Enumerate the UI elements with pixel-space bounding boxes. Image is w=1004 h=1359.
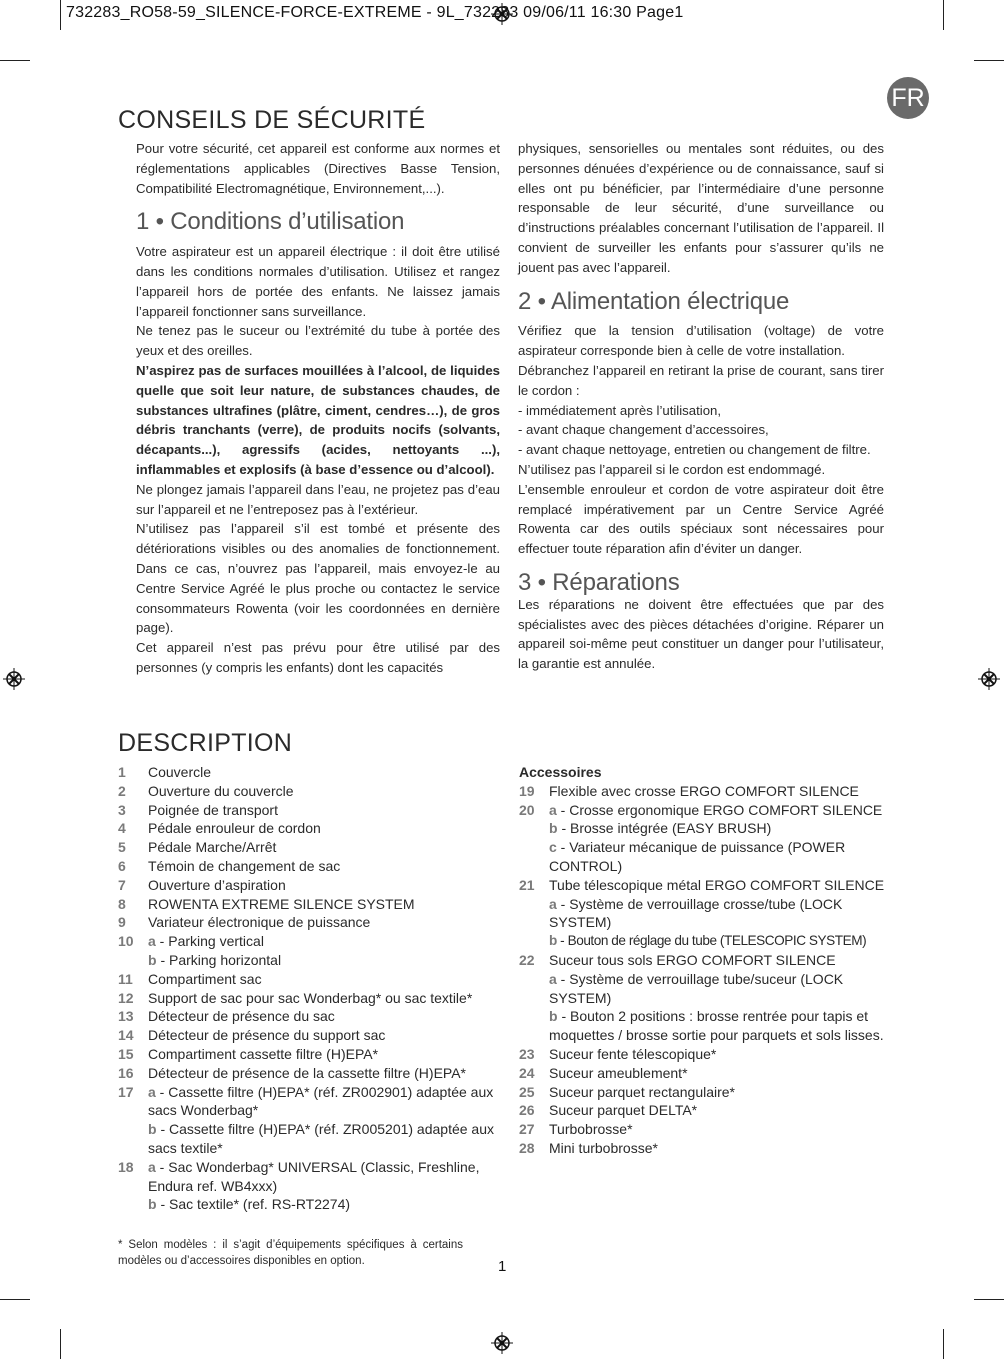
item-text: Suceur parquet DELTA* (549, 1102, 698, 1119)
item-text: Ouverture du couvercle (148, 782, 294, 799)
section-2-list-item: - avant chaque nettoyage, entretien ou changement de filtre. (518, 442, 871, 458)
footnote: * Selon modèles : il s’agit d’équipements spécifiques à certains modèles ou d’accessoires disponibles en option. (118, 1239, 463, 1267)
item-text-wrap (549, 838, 885, 876)
item-text: Pédale enrouleur de cordon (148, 820, 321, 837)
crop-mark (974, 1299, 1004, 1300)
list-item (118, 782, 500, 801)
section-1-paragraph-continued: physiques, sensorielles ou mentales sont réduites, ou des personnes dénuées d’expérience ou de connaissance, sauf si elles ont pu bénéficier, par l’intermédiaire d’une personne responsable de leur sécurité, d’une surveillance ou d’instructions préalables concernant l’utilisation de l’appareil. Il convient de surveiller les enfants pour s’assurer qu’ils ne jouent pas avec l’appareil. (518, 141, 884, 275)
item-number: 1 (118, 764, 126, 780)
section-1-paragraph: Ne plongez jamais l’appareil dans l’eau, ne projetez pas d’eau sur l’appareil et ne l’entreposez pas à l’extérieur. (136, 481, 500, 517)
item-number: 23 (519, 1045, 535, 1062)
item-text-wrap (148, 1026, 500, 1045)
item-text-wrap (549, 1045, 885, 1064)
item-number: 3 (118, 801, 126, 818)
item-text: - Crosse ergonomique ERGO COMFORT SILENCE (556, 801, 883, 818)
item-text: Poignée de transport (148, 801, 278, 818)
list-item (118, 801, 500, 820)
list-item (519, 801, 885, 820)
item-number: 26 (519, 1102, 535, 1119)
item-number (519, 970, 549, 1008)
item-number: 2 (118, 782, 126, 799)
item-number (118, 951, 148, 970)
item-text: - Sac textile* (ref. RS-RT2274) (156, 1196, 351, 1213)
item-number (519, 819, 549, 838)
item-text-wrap (148, 970, 500, 989)
item-text: - Cassette filtre (H)EPA* (réf. ZR002901) adaptée aux sacs Wonderbag* (148, 1083, 494, 1119)
list-item (118, 1007, 500, 1026)
crop-mark (943, 1329, 944, 1359)
list-item (118, 876, 500, 895)
list-item (519, 838, 885, 876)
crop-mark (943, 0, 944, 30)
item-text-wrap (148, 895, 500, 914)
item-text: Suceur fente télescopique* (549, 1045, 717, 1062)
section-1-paragraph: Votre aspirateur est un appareil électrique : il doit être utilisé dans les conditions normales d’utilisation. Utilisez et rangez l’appareil hors de portée des enfants. Ne laissez jamais l’appareil fonctionner sans surveillance. (136, 244, 500, 319)
item-text-wrap (148, 819, 500, 838)
item-number: 17 (118, 1083, 134, 1100)
list-item (519, 1101, 885, 1120)
list-item (519, 819, 885, 838)
item-text: Support de sac pour sac Wonderbag* ou sac textile* (148, 989, 473, 1006)
list-item (118, 1026, 500, 1045)
item-text: - Brosse intégrée (EASY BRUSH) (557, 820, 772, 837)
list-item (118, 1120, 500, 1158)
section-1-title: 1 • Conditions d’utilisation (136, 208, 405, 236)
item-text-wrap (148, 1158, 500, 1196)
item-text-wrap (148, 838, 500, 857)
item-text-wrap (549, 801, 885, 820)
item-text-wrap (148, 801, 500, 820)
list-item (118, 951, 500, 970)
sub-item-letter: a (549, 970, 557, 987)
list-item (519, 895, 885, 933)
item-text: Couvercle (148, 764, 212, 780)
sub-item-letter: b (148, 1121, 157, 1138)
item-number: 27 (519, 1121, 535, 1138)
item-text: Flexible avec crosse ERGO COMFORT SILENCE (549, 782, 859, 799)
list-item (118, 857, 500, 876)
sub-item-letter: a (148, 1158, 156, 1175)
section-2-list-item: - avant chaque changement d’accessoires, (518, 422, 769, 438)
section-1-paragraph: Ne tenez pas le suceur ou l’extrémité du tube à portée des yeux et des oreilles. (136, 323, 500, 359)
item-text: Turbobrosse* (549, 1121, 633, 1138)
list-item (519, 1045, 885, 1064)
item-text: Suceur parquet rectangulaire* (549, 1083, 736, 1100)
section-2-paragraph: Débranchez l’appareil en retirant la prise de courant, sans tirer le cordon : (518, 362, 884, 398)
list-item (118, 1083, 500, 1121)
list-item (519, 951, 885, 970)
item-text-wrap (549, 951, 885, 970)
item-text-wrap (549, 1064, 885, 1083)
safety-intro: Pour votre sécurité, cet appareil est conforme aux normes et réglementations applicables (Directives Basse Tension, Compatibilité Electromagnétique, Environnement,...). (136, 141, 500, 196)
accessories-list (519, 782, 885, 1158)
section-2-list-item: - immédiatement après l’utilisation, (518, 402, 722, 418)
item-text-wrap (148, 782, 500, 801)
registration-mark-icon (978, 668, 1000, 690)
crop-mark (0, 60, 30, 61)
sub-item-letter: b (549, 1008, 558, 1025)
sub-item-letter: c (549, 839, 557, 856)
item-text-wrap (148, 932, 500, 951)
section-1-paragraph: N’utilisez pas l’appareil s’il est tombé et présente des détériorations visibles ou des anomalies de fonctionnement. Dans ce cas, n’ouvrez pas l’appareil, mais envoyez-le au Centre Service Agréé le plus proche ou contactez le service consommateurs Rowenta (voir les coordonnées en dernière page). (136, 521, 500, 636)
list-item (118, 1045, 500, 1064)
safety-title: CONSEILS DE SÉCURITÉ (118, 106, 426, 134)
item-number: 28 (519, 1139, 535, 1156)
item-number (519, 895, 549, 933)
item-number (519, 932, 549, 951)
item-text-wrap (148, 1120, 500, 1158)
item-text: - Système de verrouillage crosse/tube (LOCK SYSTEM) (549, 895, 843, 931)
item-number: 20 (519, 801, 535, 818)
list-item (519, 932, 885, 951)
item-text-wrap (549, 1120, 885, 1139)
list-item (118, 913, 500, 932)
crop-mark (0, 1299, 30, 1300)
item-number: 8 (118, 895, 126, 912)
item-text-wrap (148, 989, 500, 1008)
item-text: Pédale Marche/Arrêt (148, 839, 277, 856)
section-2-paragraph: L’ensemble enrouleur et cordon de votre aspirateur doit être remplacé impérativement par un Centre Service Agréé Rowenta car des outils spéciaux sont nécessaires pour effectuer toute réparation afin d’éviter un danger. (518, 481, 884, 557)
sub-item-letter: b (549, 933, 557, 949)
list-item (118, 895, 500, 914)
item-text: Ouverture d’aspiration (148, 876, 286, 893)
item-text-wrap (148, 913, 500, 932)
list-item (519, 1083, 885, 1102)
item-number: 4 (118, 820, 126, 837)
list-item (118, 989, 500, 1008)
item-text-wrap (549, 1083, 885, 1102)
item-text-wrap (549, 876, 885, 895)
section-2-title: 2 • Alimentation électrique (518, 287, 790, 315)
item-text: ROWENTA EXTREME SILENCE SYSTEM (148, 895, 415, 912)
section-3-paragraph: Les réparations ne doivent être effectuées que par des spécialistes avec des pièces détachées d’origine. Réparer un appareil soi-même peut constituer un danger pour l’utilisateur, la garantie est annulée. (518, 596, 884, 672)
list-item (519, 1064, 885, 1083)
language-badge: FR (887, 77, 929, 119)
crop-mark (60, 0, 61, 30)
item-text: Tube télescopique métal ERGO COMFORT SILENCE (549, 876, 885, 893)
accessories-title: Accessoires (519, 764, 602, 780)
item-text: Détecteur de présence du sac (148, 1008, 335, 1025)
crop-mark (974, 60, 1004, 61)
list-item (118, 1195, 500, 1214)
item-text-wrap (549, 1007, 885, 1045)
sub-item-letter: a (549, 895, 557, 912)
item-text: - Bouton 2 positions : brosse rentrée pour tapis et moquettes / brosse sortie pour parquets et sols lisses. (549, 1008, 884, 1044)
item-text: Compartiment sac (148, 970, 262, 987)
item-text: - Parking horizontal (156, 951, 282, 968)
item-number: 19 (519, 782, 535, 799)
item-text: - Variateur mécanique de puissance (POWER CONTROL) (549, 839, 846, 874)
item-text: - Sac Wonderbag* UNIVERSAL (Classic, Freshline, Endura ref. WB4xxx) (148, 1158, 480, 1194)
sub-item-letter: a (549, 801, 557, 818)
item-text-wrap (148, 1083, 500, 1121)
item-text: Détecteur de présence de la cassette filtre (H)EPA* (148, 1064, 467, 1081)
sub-item-letter: b (148, 1196, 157, 1213)
item-number (519, 1007, 549, 1045)
page-number: 1 (498, 1258, 507, 1275)
item-text-wrap (549, 1139, 885, 1158)
section-1-paragraph: Cet appareil n’est pas prévu pour être utilisé par des personnes (y compris les enfants) dont les capacités (136, 640, 500, 675)
section-2-paragraph: Vérifiez que la tension d’utilisation (voltage) de votre aspirateur corresponde bien à celle de votre installation. (518, 323, 884, 359)
item-text: Compartiment cassette filtre (H)EPA* (148, 1045, 379, 1062)
list-item (519, 1007, 885, 1045)
item-number: 18 (118, 1158, 134, 1175)
item-number: 9 (118, 914, 126, 931)
registration-mark-icon (491, 1332, 513, 1354)
crop-mark (60, 1329, 61, 1359)
list-item (118, 819, 500, 838)
item-text: - Parking vertical (155, 933, 264, 950)
item-text-wrap (549, 1101, 885, 1120)
list-item (519, 970, 885, 1008)
item-text-wrap (549, 970, 885, 1008)
item-text-wrap (549, 782, 885, 801)
description-accessories-column (519, 763, 885, 1158)
item-number: 14 (118, 1027, 134, 1044)
section-1-warning: N’aspirez pas de surfaces mouillées à l’alcool, de liquides quelle que soit leur nature, de substances chaudes, de substances ultrafines (plâtre, ciment, cendres…), de gros débris tranchants (verre), de produits nocifs (solvants, décapants...), agressifs (acides, nettoyants ...), inflammables et explosifs (à base d’essence ou d’alcool). (136, 362, 500, 477)
item-text-wrap (148, 1064, 500, 1083)
item-text-wrap (148, 876, 500, 895)
item-number: 24 (519, 1064, 535, 1081)
item-text: Détecteur de présence du support sac (148, 1027, 386, 1044)
list-item (118, 970, 500, 989)
item-text-wrap (148, 1007, 500, 1026)
item-number (519, 838, 549, 876)
item-text-wrap (549, 819, 885, 838)
item-number: 13 (118, 1008, 134, 1025)
item-number: 10 (118, 933, 134, 950)
list-item (118, 932, 500, 951)
list-item (118, 763, 500, 782)
section-2-paragraph: N’utilisez pas l’appareil si le cordon est endommagé. (518, 461, 826, 477)
item-text: Variateur électronique de puissance (148, 914, 371, 931)
item-number: 16 (118, 1064, 134, 1081)
item-text-wrap (549, 895, 885, 933)
item-text-wrap (148, 1195, 500, 1214)
sub-item-letter: b (549, 820, 558, 837)
item-number: 12 (118, 989, 134, 1006)
item-text: Suceur ameublement* (549, 1064, 688, 1081)
list-item (118, 838, 500, 857)
item-text: - Système de verrouillage tube/suceur (LOCK SYSTEM) (549, 970, 844, 1006)
item-number: 11 (118, 970, 133, 987)
description-parts-list (118, 763, 500, 1214)
item-number: 5 (118, 839, 126, 856)
print-slug: 732283_RO58-59_SILENCE-FORCE-EXTREME - 9L_732283 09/06/11 16:30 Page1 (66, 4, 684, 21)
item-number: 21 (519, 876, 535, 893)
list-item (519, 1139, 885, 1158)
list-item (519, 782, 885, 801)
registration-mark-icon (3, 668, 25, 690)
item-text-wrap (148, 1045, 500, 1064)
item-number: 7 (118, 876, 126, 893)
sub-item-letter: a (148, 1083, 156, 1100)
item-number (118, 1195, 148, 1214)
item-number: 25 (519, 1083, 535, 1100)
item-text-wrap (549, 932, 885, 951)
item-number: 22 (519, 951, 535, 968)
safety-left-column (136, 139, 500, 678)
item-text: Suceur tous sols ERGO COMFORT SILENCE (549, 951, 836, 968)
sub-item-letter: a (148, 933, 156, 950)
sub-item-letter: b (148, 951, 157, 968)
list-item (118, 1064, 500, 1083)
list-item (519, 1120, 885, 1139)
item-text-wrap (148, 951, 500, 970)
item-number: 6 (118, 857, 126, 874)
section-3-title: 3 • Réparations (518, 568, 680, 596)
item-number (118, 1120, 148, 1158)
item-number: 15 (118, 1045, 134, 1062)
description-title: DESCRIPTION (118, 729, 293, 757)
safety-right-column (518, 139, 884, 674)
list-item (519, 876, 885, 895)
item-text: - Bouton de réglage du tube (TELESCOPIC SYSTEM) (556, 933, 867, 949)
item-text: Mini turbobrosse* (549, 1139, 658, 1156)
item-text: Témoin de changement de sac (148, 857, 341, 874)
item-text: - Cassette filtre (H)EPA* (réf. ZR005201) adaptée aux sacs textile* (148, 1121, 495, 1156)
list-item (118, 1158, 500, 1196)
item-text-wrap (148, 857, 500, 876)
item-text-wrap (148, 763, 500, 782)
